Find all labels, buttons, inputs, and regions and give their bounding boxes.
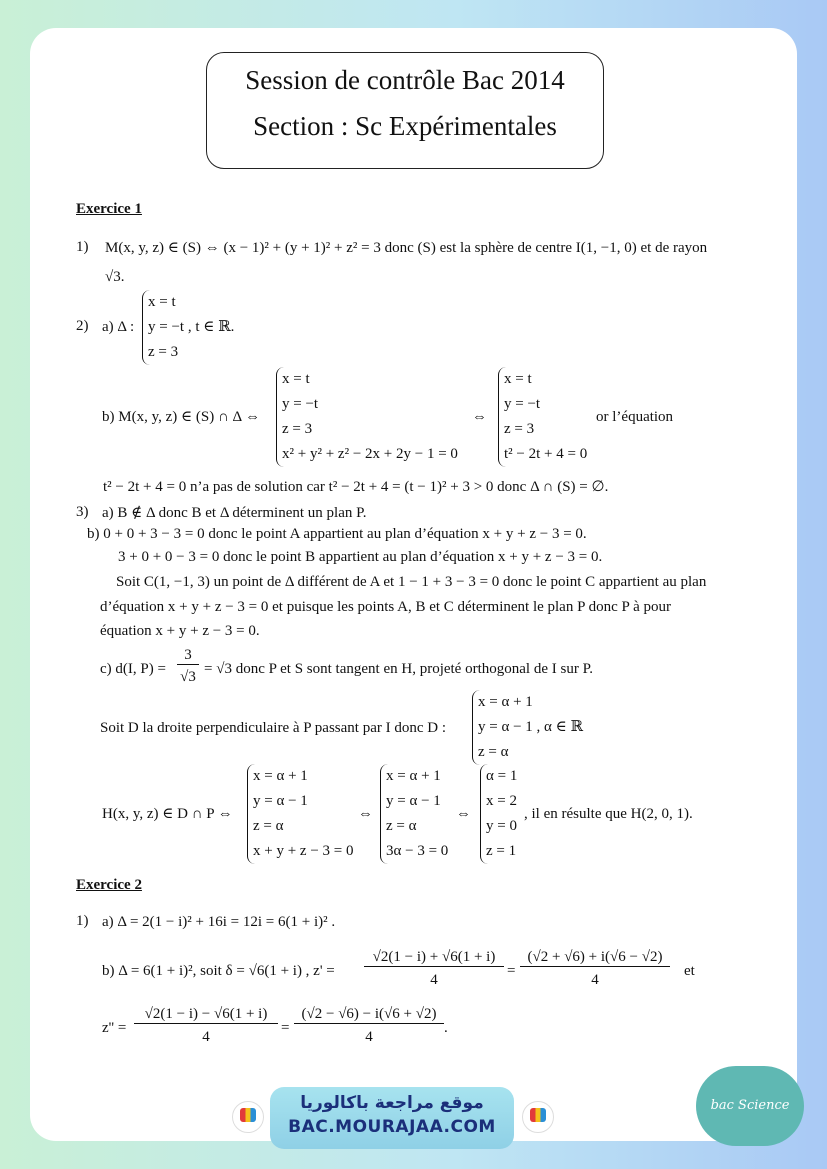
system-row: x = 2 — [486, 793, 517, 809]
ex2-q1b-et: et — [684, 963, 695, 979]
footer-url-link[interactable]: BAC.MOURAJAA.COM — [288, 1117, 496, 1137]
equals-symbol: = — [281, 1020, 290, 1036]
ex1-h-conclusion: , il en résulte que H(2, 0, 1). — [524, 806, 693, 822]
fraction-numerator: (√2 − √6) − i(√6 + √2) — [294, 1005, 444, 1024]
equivalence-symbol: ⇔ — [456, 806, 471, 822]
ex1-q1-number: 1) — [76, 239, 89, 255]
ex1-q2a-system — [142, 290, 234, 365]
system-row: x = t — [504, 371, 532, 387]
system-row: y = α − 1 — [253, 793, 308, 809]
system-row: x² + y² + z² − 2x + 2y − 1 = 0 — [282, 446, 458, 462]
ex1-h-system-2 — [380, 764, 448, 864]
ex1-q3a: a) B ∉ Δ donc B et Δ déterminent un plan P. — [102, 505, 367, 521]
system-row: x = α + 1 — [253, 768, 308, 784]
system-row: y = α − 1 , α ∈ ℝ — [478, 719, 583, 735]
ex1-h-label: H(x, y, z) ∈ D ∩ P ⇔ — [102, 806, 233, 822]
system-row: y = α − 1 — [386, 793, 441, 809]
equals-symbol: = — [507, 963, 516, 979]
footer-banner[interactable] — [270, 1087, 514, 1149]
ex1-q3d-system — [472, 690, 583, 765]
footer-arabic-text: موقع مراجعة باكالوريا — [300, 1093, 484, 1113]
site-logo-left-icon — [232, 1101, 264, 1133]
system-row: x + y + z − 3 = 0 — [253, 843, 354, 859]
title-box — [206, 52, 604, 169]
period: . — [444, 1020, 448, 1036]
session-title: Session de contrôle Bac 2014 — [245, 65, 565, 95]
ex1-q2b-system-1 — [276, 367, 458, 467]
ex2-q1-number: 1) — [76, 913, 89, 929]
exercise-1-heading: Exercice 1 — [76, 201, 142, 217]
ex1-h-system-3 — [480, 764, 517, 864]
system-row: y = −t — [504, 396, 541, 412]
ex1-q2b-label: b) M(x, y, z) ∈ (S) ∩ Δ ⇔ — [102, 409, 261, 425]
system-row: α = 1 — [486, 768, 518, 784]
ex1-q3d-text: Soit D la droite perpendiculaire à P passant par I donc D : — [100, 720, 447, 736]
ex1-q2b-or: or l’équation — [596, 409, 674, 425]
ex1-q3b-line4: d’équation x + y + z − 3 = 0 et puisque les points A, B et C déterminent le plan P donc P à pour — [100, 599, 671, 615]
system-row: y = 0 — [486, 818, 517, 834]
fraction-denominator: 4 — [202, 1029, 210, 1045]
ex2-q1a: a) Δ = 2(1 − i)² + 16i = 12i = 6(1 + i)² . — [102, 914, 336, 930]
ex1-q3-number: 3) — [76, 504, 89, 520]
ex1-q1-line1: M(x, y, z) ∈ (S) ⇔ (x − 1)² + (y + 1)² + z² = 3 donc (S) est la sphère de centre I(1, −1, 0) et de rayon — [105, 240, 708, 256]
ex1-q3b-line1: b) 0 + 0 + 3 − 3 = 0 donc le point A appartient au plan d’équation x + y + z − 3 = 0. — [87, 526, 587, 542]
ex1-q2b-conclusion: t² − 2t + 4 = 0 n’a pas de solution car t² − 2t + 4 = (t − 1)² + 3 > 0 donc Δ ∩ (S) = ∅. — [103, 479, 609, 495]
fraction-numerator: 3 — [177, 646, 199, 665]
equivalence-symbol: ⇔ — [472, 409, 487, 425]
fraction-numerator: √2(1 − i) + √6(1 + i) — [364, 948, 504, 967]
bac-science-badge: bac Science — [696, 1066, 804, 1146]
section-title: Section : Sc Expérimentales — [253, 111, 557, 141]
equivalence-symbol: ⇔ — [358, 806, 373, 822]
fraction-numerator: (√2 + √6) + i(√6 − √2) — [520, 948, 670, 967]
ex1-q3b-line2: 3 + 0 + 0 − 3 = 0 donc le point B appartient au plan d’équation x + y + z − 3 = 0. — [118, 549, 603, 565]
system-row: 3α − 3 = 0 — [386, 843, 449, 859]
system-row: z = α — [478, 744, 509, 760]
fraction-denominator: 4 — [430, 972, 438, 988]
ex2-q1b-prefix: b) Δ = 6(1 + i)², soit δ = √6(1 + i) , z' = — [102, 963, 335, 979]
system-row: y = −t , t ∈ ℝ. — [148, 319, 235, 335]
fraction-numerator: √2(1 − i) − √6(1 + i) — [134, 1005, 278, 1024]
system-row: z = 1 — [486, 843, 517, 859]
ex1-q3b-line5: équation x + y + z − 3 = 0. — [100, 623, 260, 639]
ex1-q2-number: 2) — [76, 318, 89, 334]
ex1-q3c-suffix: = √3 donc P et S sont tangent en H, projeté orthogonal de I sur P. — [204, 661, 593, 677]
site-logo-right-icon — [522, 1101, 554, 1133]
system-row: x = t — [148, 294, 176, 310]
system-row: z = α — [386, 818, 417, 834]
system-row: x = α + 1 — [386, 768, 441, 784]
fraction-denominator: 4 — [365, 1029, 373, 1045]
ex2-q1c-prefix: z'' = — [102, 1020, 127, 1036]
ex1-q2b-system-2 — [498, 367, 587, 467]
ex1-q1-line2: √3. — [105, 269, 125, 285]
system-row: x = t — [282, 371, 310, 387]
system-row: z = α — [253, 818, 284, 834]
document-page — [30, 28, 797, 1141]
fraction-denominator: 4 — [591, 972, 599, 988]
exercise-2-heading: Exercice 2 — [76, 877, 142, 893]
system-row: z = 3 — [504, 421, 535, 437]
ex1-q2a-label: a) Δ : — [102, 319, 135, 335]
ex1-q3c-prefix: c) d(I, P) = — [100, 661, 166, 677]
system-row: z = 3 — [282, 421, 313, 437]
system-row: z = 3 — [148, 344, 179, 360]
fraction-denominator: √3 — [180, 669, 196, 685]
ex1-h-system-1 — [247, 764, 354, 864]
system-row: x = α + 1 — [478, 694, 533, 710]
system-row: y = −t — [282, 396, 319, 412]
ex1-q3b-line3: Soit C(1, −1, 3) un point de Δ différent de A et 1 − 1 + 3 − 3 = 0 donc le point C appartient au plan — [116, 574, 707, 590]
system-row: t² − 2t + 4 = 0 — [504, 446, 588, 462]
